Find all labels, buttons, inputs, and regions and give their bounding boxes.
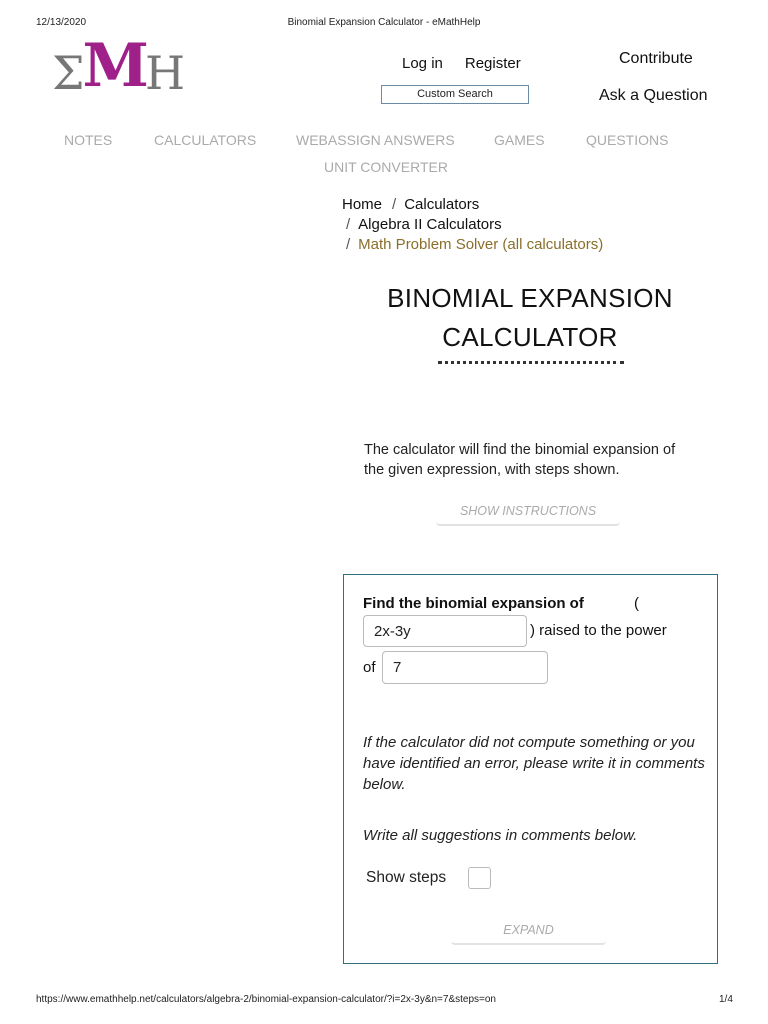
nav-item-games[interactable]: GAMES (494, 132, 545, 148)
expression-input[interactable] (363, 615, 527, 647)
show-steps-checkbox[interactable] (468, 867, 491, 889)
ask-question-link[interactable]: Ask a Question (599, 87, 708, 104)
intro-text: The calculator will find the binomial expansion of the given expression, with steps shown. (364, 442, 676, 478)
show-steps-label: Show steps (366, 869, 447, 886)
auth-links (402, 55, 521, 72)
print-date: 12/13/2020 (36, 17, 87, 28)
register-link[interactable]: Register (464, 55, 521, 72)
power-input[interactable] (382, 651, 548, 684)
page-title (342, 279, 718, 357)
breadcrumb-calculators[interactable]: Calculators (404, 196, 480, 213)
find-label: Find the binomial expansion of (363, 595, 584, 612)
site-logo[interactable] (52, 31, 186, 101)
breadcrumb-separator: / (392, 196, 397, 213)
of-label: of (363, 659, 376, 676)
calculator-panel (343, 574, 718, 964)
breadcrumb-solver[interactable]: Math Problem Solver (all calculators) (358, 236, 604, 253)
show-instructions-button[interactable]: SHOW INSTRUCTIONS (436, 500, 620, 526)
logo-eta: H (144, 46, 186, 100)
error-note: If the calculator did not compute something or you have identified an error, please write it in comments below. (363, 734, 705, 793)
breadcrumb-algebra[interactable]: Algebra II Calculators (358, 216, 502, 233)
custom-search-input[interactable]: Custom Search (381, 85, 529, 104)
nav-item-notes[interactable]: NOTES (64, 132, 113, 148)
nav-item-calculators[interactable]: CALCULATORS (154, 132, 257, 148)
breadcrumb-home[interactable]: Home (342, 196, 383, 213)
breadcrumb-separator: / (346, 236, 351, 253)
title-divider (438, 361, 624, 364)
page-title-line1: BINOMIAL EXPANSION (387, 283, 673, 313)
contribute-link[interactable]: Contribute (619, 50, 693, 67)
nav-item-unit-converter[interactable]: UNIT CONVERTER (324, 159, 448, 175)
breadcrumb-separator: / (346, 216, 351, 233)
nav-item-webassign-answers[interactable]: WEBASSIGN ANSWERS (296, 132, 455, 148)
nav-item-questions[interactable]: QUESTIONS (586, 132, 669, 148)
login-link[interactable]: Log in (402, 55, 443, 72)
print-page-number: 1/4 (719, 994, 733, 1005)
logo-sigma: Σ (52, 46, 85, 100)
breadcrumb (342, 195, 603, 255)
open-paren: ( (634, 595, 639, 612)
suggestions-note: Write all suggestions in comments below. (363, 827, 638, 844)
logo-m: M (82, 31, 149, 101)
expand-button[interactable]: EXPAND (451, 918, 606, 945)
print-title: Binomial Expansion Calculator - eMathHelp (287, 17, 481, 28)
print-url: https://www.emathhelp.net/calculators/algebra-2/binomial-expansion-calculator/?i=2x-3y&n=7&steps=on (36, 994, 496, 1005)
raised-label: ) raised to the power (530, 622, 667, 639)
page-title-line2: CALCULATOR (442, 322, 618, 352)
